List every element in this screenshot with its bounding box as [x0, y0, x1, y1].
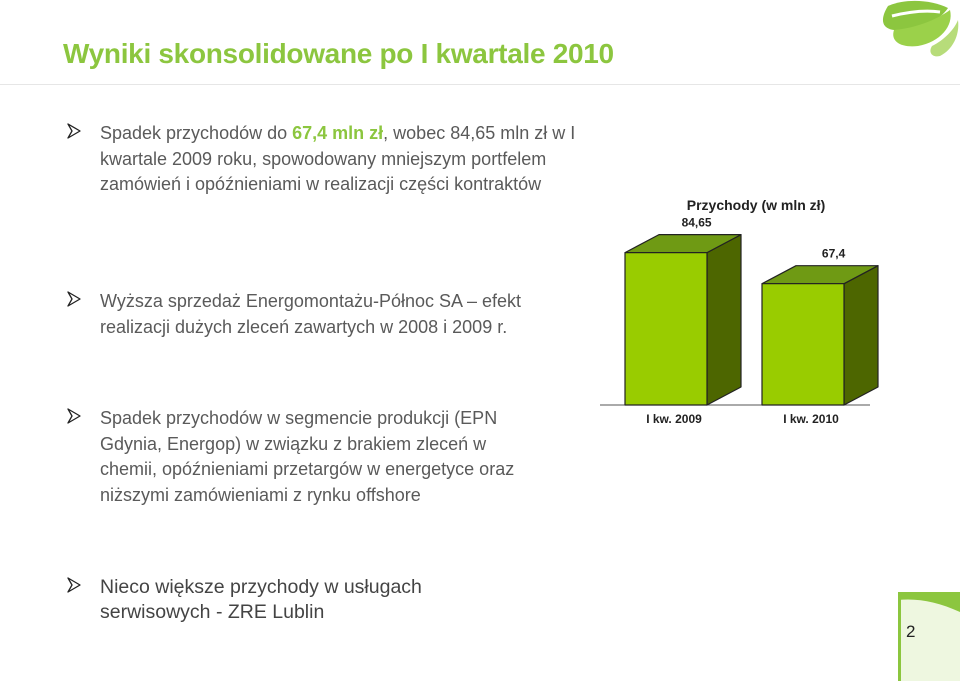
company-logo-icon [836, 0, 960, 62]
arrow-bullet-icon [66, 291, 82, 307]
revenue-highlight: 67,4 mln zł [292, 123, 384, 143]
bullet-text-part: Spadek przychodów do [100, 123, 293, 143]
slide-title: Wyniki skonsolidowane po I kwartale 2010 [63, 38, 614, 69]
arrow-bullet-icon [66, 408, 82, 424]
bar [625, 253, 707, 405]
value-label: 67,4 [821, 246, 846, 261]
bullet-text [100, 121, 580, 198]
category-label: I kw. 2009 [646, 412, 702, 426]
bar [762, 284, 844, 405]
arrow-bullet-icon [66, 577, 82, 593]
bullet-text: Spadek przychodów w segmencie produkcji (EPN Gdynia, Energop) w związku z brakiem zleceń w chemii, opóźnieniami przetargów w energetyce oraz niższymi zamówieniami z rynku offshore [100, 408, 515, 505]
bullet-text-part: , wobec 84,65 mln zł w I kwartale 2009 roku, spowodowany mniejszym portfelem zamówień i opóźnieniami w realizacji części kontraktów [100, 123, 576, 194]
bullet-text: Wyższa sprzedaż Energomontażu-Północ SA – efekt realizacji dużych zleceń zawartych w 2008 i 2009 r. [100, 291, 522, 337]
bar-side [844, 266, 878, 405]
bullet-text: Nieco większe przychody w usługach serwisowych - ZRE Lublin [100, 576, 422, 623]
chart-title: Przychody (w mln zł) [686, 197, 826, 213]
revenue-chart [590, 180, 890, 440]
title-divider [0, 84, 960, 85]
category-label-group [646, 412, 839, 426]
page-number: 2 [906, 622, 916, 641]
bar-side [707, 235, 741, 405]
category-label: I kw. 2010 [783, 412, 839, 426]
arrow-bullet-icon [66, 123, 82, 139]
value-label: 84,65 [681, 215, 712, 230]
